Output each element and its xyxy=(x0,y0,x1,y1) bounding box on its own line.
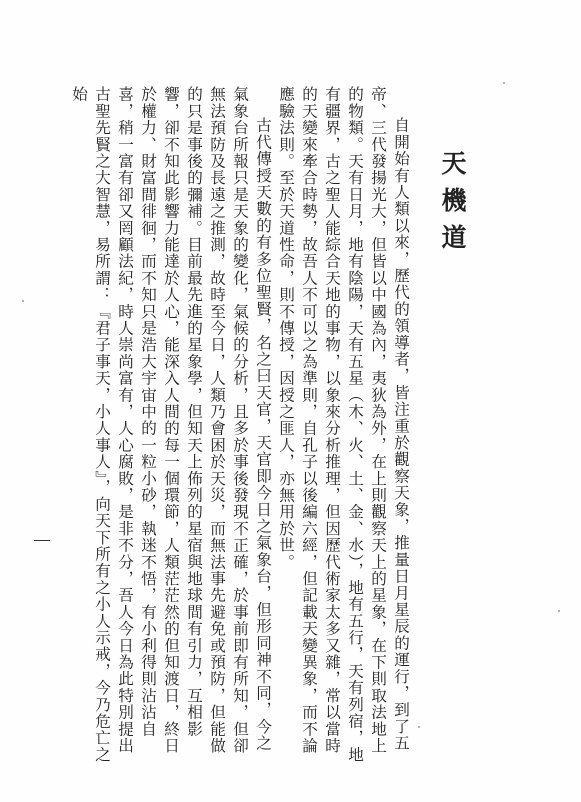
scan-speck xyxy=(503,82,505,84)
chapter-title: 天機道 xyxy=(438,150,467,261)
paragraph-1: 自開始有人類以來，歷代的領導者，皆注重於觀察天象，推量日月星辰的運行，到了五帝、三代發揚光大，但皆以中國為內，夷狄為外，在上則觀察天上的星象，在下則取法地上的物類。天有日月，地有陰陽，天有五星（木、火、土、金、水），地有五行，天有列宿，地有疆界，古之聖人能綜合天地的事物，以象來分析推理，但因歷代術家太多又雜，常以當時的天變來牽合時勢，故吾人不可以之為準則，自孔子以後編六經，但記載天變異象，而不論應驗法則。至於天道性命，則不傳授，因授之匪人，亦無用於世。 xyxy=(277,86,410,763)
margin-mark xyxy=(34,540,50,541)
scan-speck xyxy=(22,300,24,302)
scan-speck xyxy=(558,610,560,612)
body-text xyxy=(54,86,412,766)
paragraph-2: 古代傳授天數的有多位聖賢，名之曰天官，天官即今日之氣象台，但形同神不同，今之氣象台所報只是天象的變化，氣候的分析，且多於事後發現不正確，於事前即有所知，但卻無法預防及長遠之推測，故時至今日，人類乃會困於天災，而無法事先避免或預防，但能做的只是事後的彌補。目前最先進的星象學，但知天上佈列的星宿與地球間有引力，互相影響，卻不知此影響力能達於人心，能深入人間的每一個環節，人類茫茫然的但知渡日，終日於權力、財富間徘徊，而不知只是浩大宇宙中的一粒小砂，執迷不悟，有小利得則沾沾自喜，稍一富有卻又罔顧法紀，時人崇尚富有，人心腐敗，是非不分，吾人今日為此特別提出古聖先賢之大智慧，易所謂：『君子事天，小人事人』，向天下所有之小人示戒，今乃危亡之始 xyxy=(70,86,272,763)
scan-speck xyxy=(418,726,420,728)
